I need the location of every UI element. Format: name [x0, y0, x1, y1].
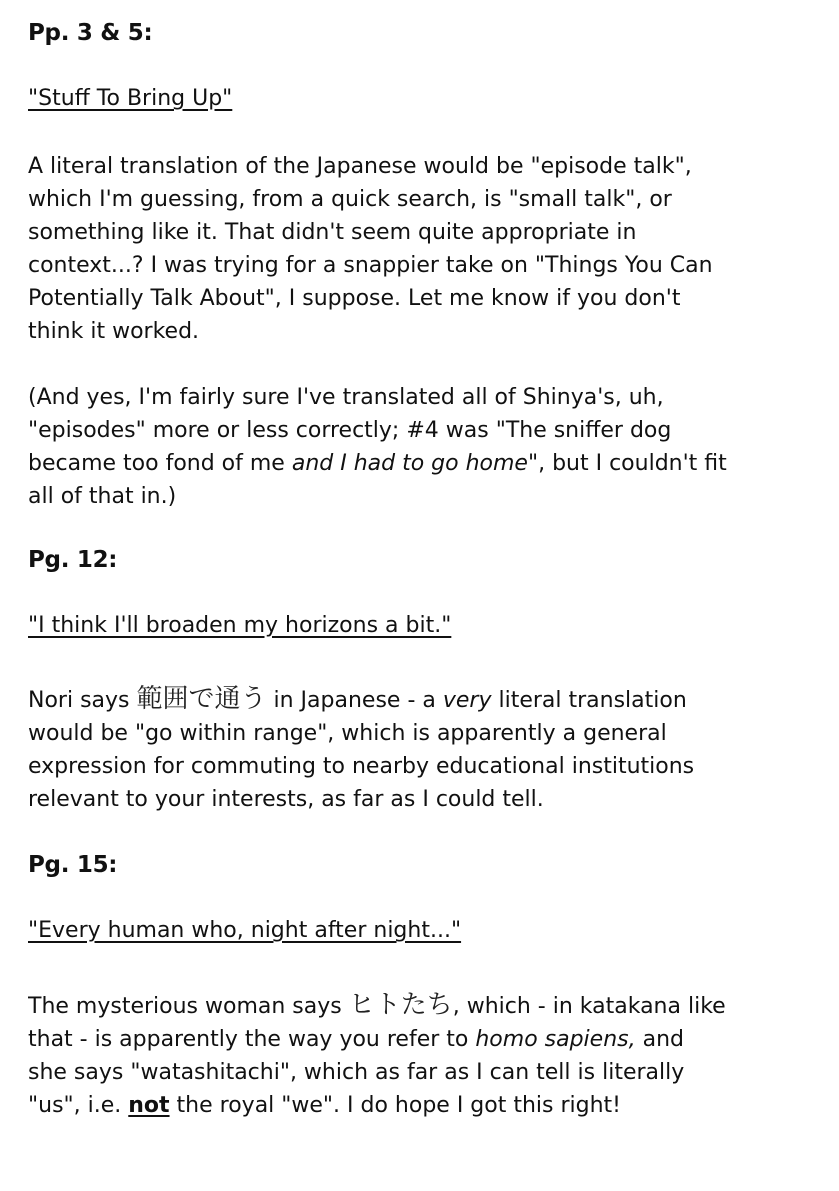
section-quote-every-human: "Every human who, night after night..."	[28, 918, 462, 943]
strong-underlined-text: not	[128, 1093, 170, 1118]
paragraph-line: would be "go within range", which is apparently a general	[28, 721, 667, 746]
paragraph-line: which I'm guessing, from a quick search, is "small talk", or	[28, 187, 672, 212]
paragraph-line: Potentially Talk About", I suppose. Let me know if you don't	[28, 286, 681, 311]
paragraph-shinya-episodes	[28, 381, 818, 513]
paragraph-line	[28, 447, 818, 480]
section-heading-pp3-5: Pp. 3 & 5:	[28, 20, 153, 46]
paragraph-mysterious-woman	[28, 989, 818, 1122]
text-run: , which - in katakana like	[452, 994, 726, 1019]
text-run: that - is apparently the way you refer to	[28, 1027, 476, 1052]
paragraph-line	[28, 989, 818, 1023]
paragraph-nori-says	[28, 683, 818, 816]
text-run: ", but I couldn't fit	[527, 451, 727, 476]
section-heading-pg15: Pg. 15:	[28, 852, 118, 878]
section-quote-broaden-horizons: "I think I'll broaden my horizons a bit."	[28, 613, 452, 638]
text-run: in Japanese - a	[266, 688, 443, 713]
paragraph-line: expression for commuting to nearby educational institutions	[28, 754, 695, 779]
paragraph-line: (And yes, I'm fairly sure I've translated all of Shinya's, uh,	[28, 385, 664, 410]
text-run: the royal "we". I do hope I got this right!	[169, 1093, 622, 1118]
paragraph-line: A literal translation of the Japanese would be "episode talk",	[28, 154, 692, 179]
paragraph-line: "episodes" more or less correctly; #4 was "The sniffer dog	[28, 418, 672, 443]
text-run: "us", i.e.	[28, 1093, 129, 1118]
text-run: The mysterious woman says	[28, 994, 349, 1019]
text-run: and	[635, 1027, 684, 1052]
text-run: became too fond of me	[28, 451, 292, 476]
paragraph-line	[28, 1023, 818, 1056]
paragraph-line	[28, 1089, 818, 1122]
emphasis-text: homo sapiens,	[475, 1027, 636, 1052]
paragraph-line: relevant to your interests, as far as I could tell.	[28, 787, 544, 812]
text-run: Nori says	[28, 688, 137, 713]
japanese-text: ヒトたち	[348, 990, 453, 1020]
paragraph-line: think it worked.	[28, 319, 200, 344]
paragraph-line: she says "watashitachi", which as far as I can tell is literally	[28, 1060, 685, 1085]
paragraph-line: context...? I was trying for a snappier take on "Things You Can	[28, 253, 713, 278]
paragraph-line	[28, 683, 818, 717]
section-quote-stuff-to-bring-up: "Stuff To Bring Up"	[28, 86, 233, 111]
section-heading-pg12: Pg. 12:	[28, 547, 118, 573]
paragraph-line: all of that in.)	[28, 484, 177, 509]
emphasis-text: and I had to go home	[291, 451, 528, 476]
paragraph-episode-talk	[28, 150, 818, 348]
japanese-text: 範囲で通う	[136, 684, 267, 714]
paragraph-line: something like it. That didn't seem quite appropriate in	[28, 220, 637, 245]
text-run: literal translation	[491, 688, 687, 713]
emphasis-text: very	[442, 688, 492, 713]
